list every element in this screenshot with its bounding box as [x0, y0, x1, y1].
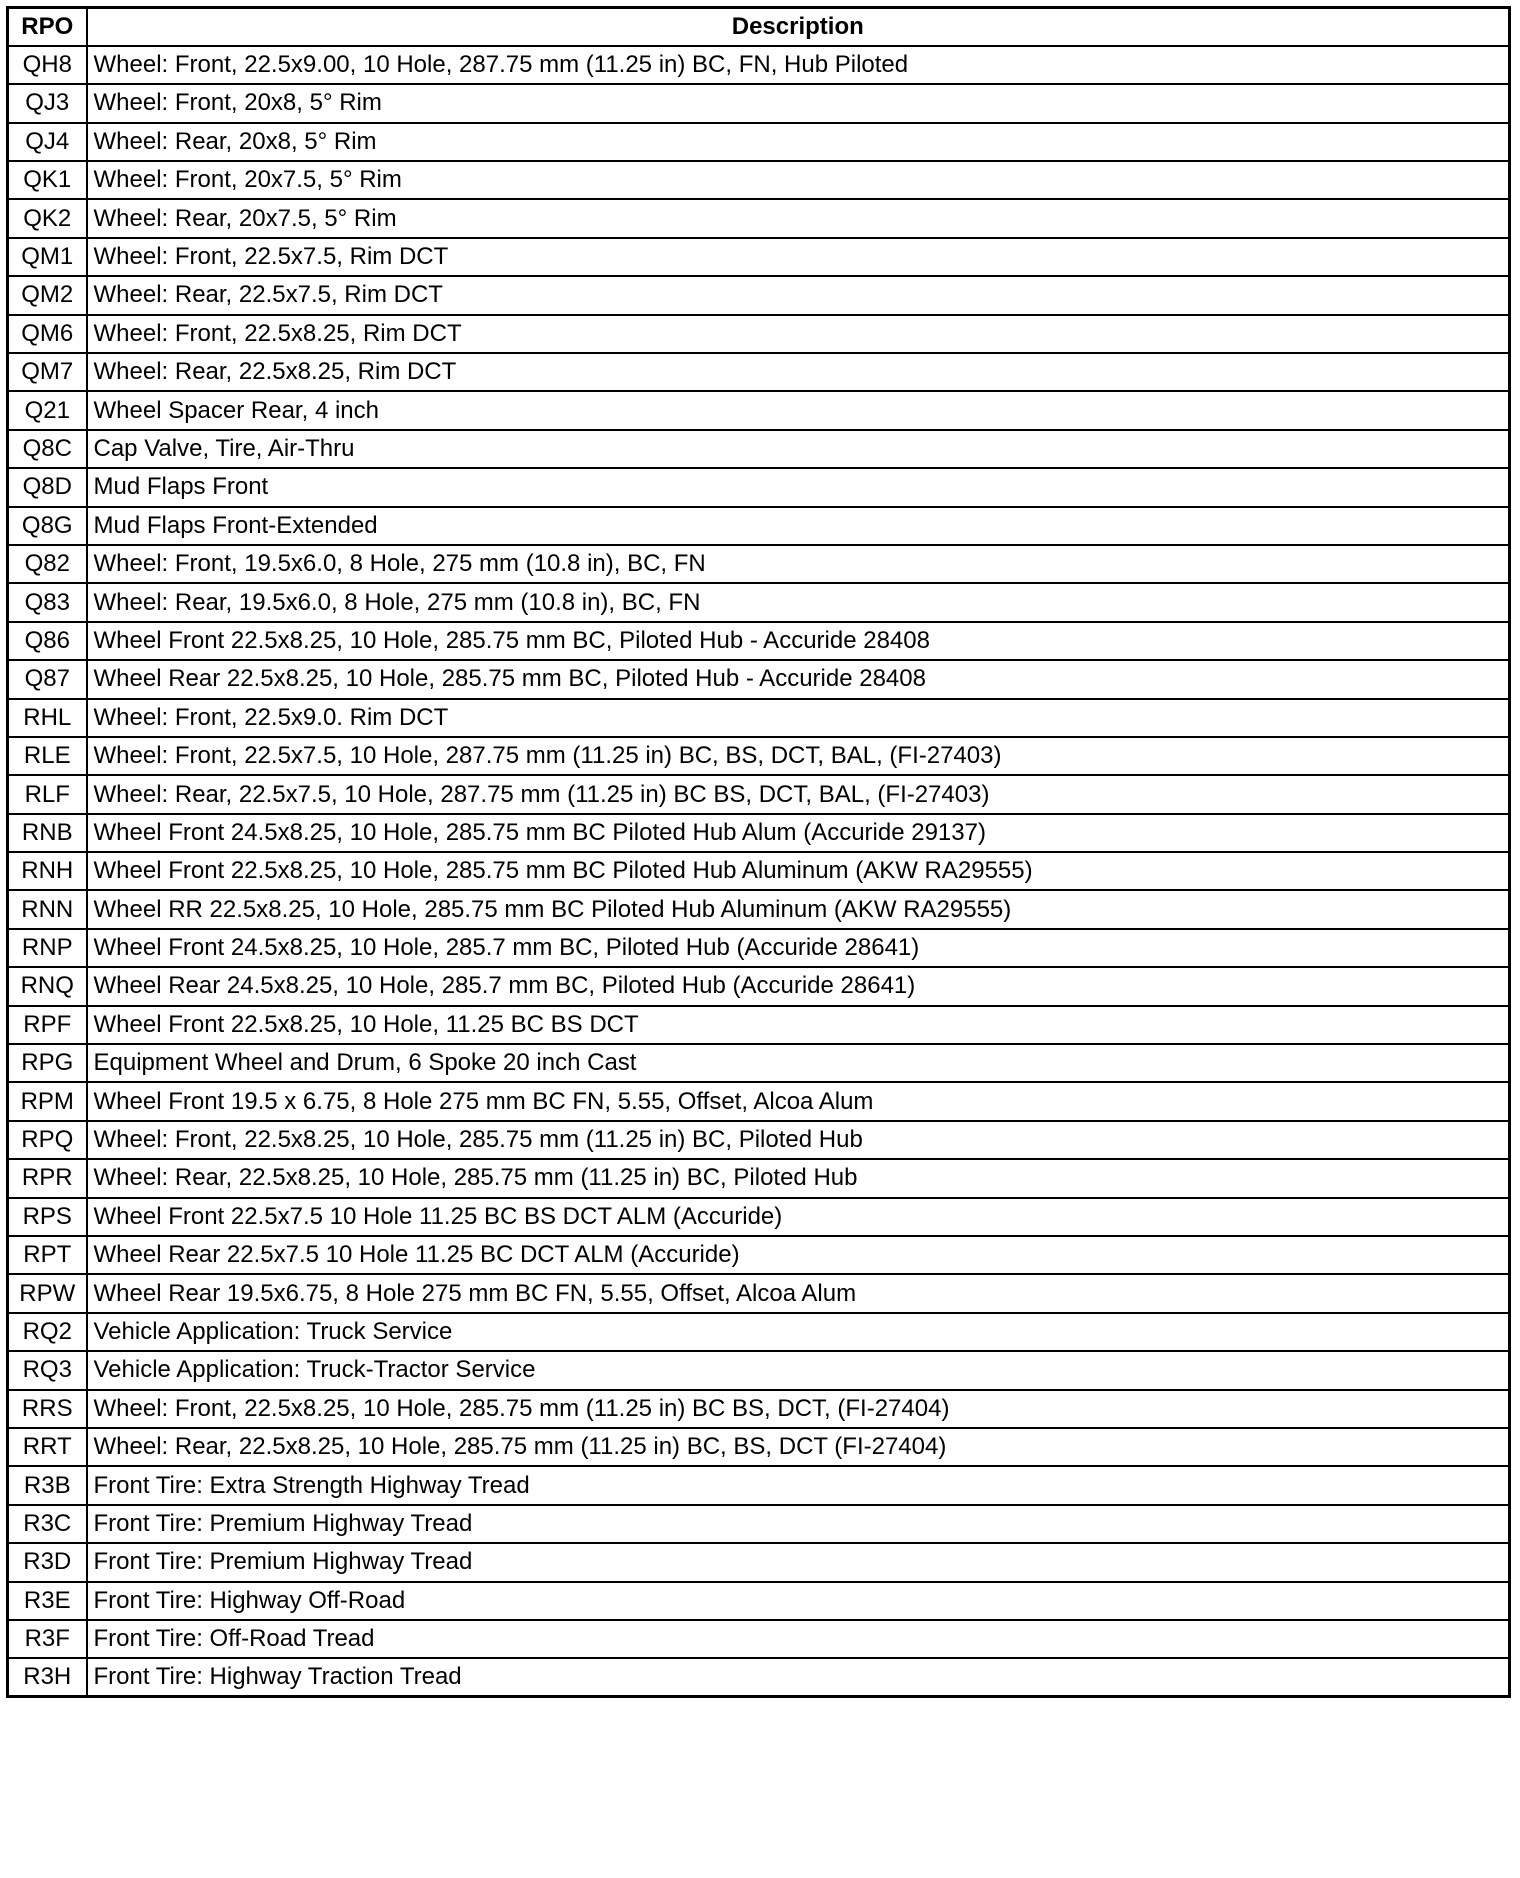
rpo-code-cell: RQ2 [8, 1313, 87, 1351]
rpo-code-cell: RNH [8, 852, 87, 890]
table-row [8, 545, 1510, 583]
table-row [8, 1044, 1510, 1082]
rpo-code-cell: RPT [8, 1236, 87, 1274]
rpo-code-cell: QH8 [8, 46, 87, 84]
description-cell: Wheel: Rear, 22.5x8.25, Rim DCT [87, 353, 1510, 391]
rpo-code-cell: Q8D [8, 468, 87, 506]
rpo-code-cell: Q8C [8, 430, 87, 468]
table-row [8, 161, 1510, 199]
rpo-code-cell: RRT [8, 1428, 87, 1466]
rpo-code-cell: QK1 [8, 161, 87, 199]
description-cell: Wheel Front 22.5x8.25, 10 Hole, 285.75 mm BC, Piloted Hub - Accuride 28408 [87, 622, 1510, 660]
description-cell: Wheel: Front, 22.5x8.25, 10 Hole, 285.75 mm (11.25 in) BC BS, DCT, (FI-27404) [87, 1390, 1510, 1428]
description-cell: Front Tire: Highway Off-Road [87, 1582, 1510, 1620]
rpo-code-cell: RPG [8, 1044, 87, 1082]
table-row [8, 1121, 1510, 1159]
description-cell: Front Tire: Extra Strength Highway Tread [87, 1466, 1510, 1504]
rpo-code-cell: Q8G [8, 507, 87, 545]
description-cell: Front Tire: Premium Highway Tread [87, 1505, 1510, 1543]
rpo-code-cell: RPM [8, 1082, 87, 1120]
description-cell: Wheel: Rear, 22.5x8.25, 10 Hole, 285.75 mm (11.25 in) BC, Piloted Hub [87, 1159, 1510, 1197]
table-row [8, 84, 1510, 122]
table-row [8, 1006, 1510, 1044]
table-row [8, 814, 1510, 852]
rpo-table [6, 6, 1511, 1698]
description-cell: Front Tire: Premium Highway Tread [87, 1543, 1510, 1581]
rpo-code-cell: QM6 [8, 315, 87, 353]
rpo-code-cell: RPR [8, 1159, 87, 1197]
rpo-code-cell: RHL [8, 699, 87, 737]
table-row [8, 890, 1510, 928]
description-cell: Wheel: Rear, 20x8, 5° Rim [87, 123, 1510, 161]
rpo-code-cell: RPW [8, 1274, 87, 1312]
table-row [8, 583, 1510, 621]
description-cell: Wheel Rear 19.5x6.75, 8 Hole 275 mm BC FN, 5.55, Offset, Alcoa Alum [87, 1274, 1510, 1312]
rpo-code-cell: RPQ [8, 1121, 87, 1159]
description-cell: Wheel Front 22.5x8.25, 10 Hole, 11.25 BC BS DCT [87, 1006, 1510, 1044]
rpo-code-cell: R3F [8, 1620, 87, 1658]
rpo-code-cell: RQ3 [8, 1351, 87, 1389]
description-cell: Wheel: Rear, 22.5x8.25, 10 Hole, 285.75 mm (11.25 in) BC, BS, DCT (FI-27404) [87, 1428, 1510, 1466]
description-cell: Wheel Front 24.5x8.25, 10 Hole, 285.7 mm BC, Piloted Hub (Accuride 28641) [87, 929, 1510, 967]
rpo-code-cell: RNP [8, 929, 87, 967]
table-row [8, 1505, 1510, 1543]
table-header [8, 8, 1510, 46]
description-cell: Wheel: Front, 22.5x9.00, 10 Hole, 287.75 mm (11.25 in) BC, FN, Hub Piloted [87, 46, 1510, 84]
table-row [8, 1428, 1510, 1466]
table-row [8, 199, 1510, 237]
table-row [8, 1582, 1510, 1620]
rpo-code-cell: RNQ [8, 967, 87, 1005]
description-cell: Wheel: Rear, 22.5x7.5, 10 Hole, 287.75 mm (11.25 in) BC BS, DCT, BAL, (FI-27403) [87, 775, 1510, 813]
rpo-code-cell: RNN [8, 890, 87, 928]
table-row [8, 775, 1510, 813]
rpo-code-cell: RPF [8, 1006, 87, 1044]
rpo-code-cell: QJ3 [8, 84, 87, 122]
table-row [8, 353, 1510, 391]
rpo-code-cell: RLF [8, 775, 87, 813]
rpo-code-cell: RPS [8, 1198, 87, 1236]
rpo-code-cell: QM1 [8, 238, 87, 276]
description-cell: Cap Valve, Tire, Air-Thru [87, 430, 1510, 468]
description-cell: Vehicle Application: Truck Service [87, 1313, 1510, 1351]
table-row [8, 737, 1510, 775]
table-row [8, 1082, 1510, 1120]
table-row [8, 1351, 1510, 1389]
description-cell: Wheel: Front, 22.5x7.5, 10 Hole, 287.75 mm (11.25 in) BC, BS, DCT, BAL, (FI-27403) [87, 737, 1510, 775]
rpo-code-cell: R3D [8, 1543, 87, 1581]
table-row [8, 1159, 1510, 1197]
table-row [8, 507, 1510, 545]
description-cell: Vehicle Application: Truck-Tractor Service [87, 1351, 1510, 1389]
table-row [8, 929, 1510, 967]
description-cell: Wheel: Front, 22.5x8.25, 10 Hole, 285.75 mm (11.25 in) BC, Piloted Hub [87, 1121, 1510, 1159]
table-row [8, 660, 1510, 698]
description-cell: Front Tire: Off-Road Tread [87, 1620, 1510, 1658]
table-row [8, 1620, 1510, 1658]
description-cell: Wheel Front 22.5x8.25, 10 Hole, 285.75 mm BC Piloted Hub Aluminum (AKW RA29555) [87, 852, 1510, 890]
description-cell: Wheel: Rear, 20x7.5, 5° Rim [87, 199, 1510, 237]
table-row [8, 1543, 1510, 1581]
description-cell: Front Tire: Highway Traction Tread [87, 1658, 1510, 1696]
header-description: Description [87, 8, 1510, 46]
table-row [8, 238, 1510, 276]
description-cell: Wheel: Front, 22.5x9.0. Rim DCT [87, 699, 1510, 737]
rpo-code-cell: QM7 [8, 353, 87, 391]
description-cell: Mud Flaps Front-Extended [87, 507, 1510, 545]
description-cell: Wheel: Rear, 19.5x6.0, 8 Hole, 275 mm (10.8 in), BC, FN [87, 583, 1510, 621]
description-cell: Wheel RR 22.5x8.25, 10 Hole, 285.75 mm BC Piloted Hub Aluminum (AKW RA29555) [87, 890, 1510, 928]
rpo-code-cell: R3B [8, 1466, 87, 1504]
table-row [8, 852, 1510, 890]
table-row [8, 430, 1510, 468]
rpo-code-cell: Q21 [8, 391, 87, 429]
table-row [8, 1236, 1510, 1274]
header-rpo: RPO [8, 8, 87, 46]
description-cell: Wheel Rear 22.5x7.5 10 Hole 11.25 BC DCT ALM (Accuride) [87, 1236, 1510, 1274]
rpo-code-cell: RRS [8, 1390, 87, 1428]
table-row [8, 1274, 1510, 1312]
description-cell: Wheel: Front, 22.5x8.25, Rim DCT [87, 315, 1510, 353]
description-cell: Wheel Spacer Rear, 4 inch [87, 391, 1510, 429]
description-cell: Wheel Front 24.5x8.25, 10 Hole, 285.75 mm BC Piloted Hub Alum (Accuride 29137) [87, 814, 1510, 852]
rpo-code-cell: Q86 [8, 622, 87, 660]
table-row [8, 1198, 1510, 1236]
description-cell: Wheel: Front, 20x7.5, 5° Rim [87, 161, 1510, 199]
rpo-code-cell: Q87 [8, 660, 87, 698]
table-row [8, 468, 1510, 506]
rpo-code-cell: RLE [8, 737, 87, 775]
table-row [8, 315, 1510, 353]
table-row [8, 1466, 1510, 1504]
table-row [8, 622, 1510, 660]
table-row [8, 1658, 1510, 1696]
table-row [8, 46, 1510, 84]
rpo-code-cell: QK2 [8, 199, 87, 237]
table-row [8, 967, 1510, 1005]
table-row [8, 391, 1510, 429]
description-cell: Mud Flaps Front [87, 468, 1510, 506]
table-row [8, 699, 1510, 737]
table-body [8, 46, 1510, 1697]
description-cell: Wheel Rear 22.5x8.25, 10 Hole, 285.75 mm BC, Piloted Hub - Accuride 28408 [87, 660, 1510, 698]
table-row [8, 123, 1510, 161]
description-cell: Wheel: Rear, 22.5x7.5, Rim DCT [87, 276, 1510, 314]
table-row [8, 1313, 1510, 1351]
rpo-code-cell: R3C [8, 1505, 87, 1543]
rpo-code-cell: Q83 [8, 583, 87, 621]
rpo-code-cell: Q82 [8, 545, 87, 583]
table-row [8, 276, 1510, 314]
description-cell: Equipment Wheel and Drum, 6 Spoke 20 inch Cast [87, 1044, 1510, 1082]
description-cell: Wheel: Front, 20x8, 5° Rim [87, 84, 1510, 122]
rpo-code-cell: QM2 [8, 276, 87, 314]
table-row [8, 1390, 1510, 1428]
description-cell: Wheel Front 22.5x7.5 10 Hole 11.25 BC BS DCT ALM (Accuride) [87, 1198, 1510, 1236]
rpo-code-cell: RNB [8, 814, 87, 852]
header-row [8, 8, 1510, 46]
description-cell: Wheel Rear 24.5x8.25, 10 Hole, 285.7 mm BC, Piloted Hub (Accuride 28641) [87, 967, 1510, 1005]
description-cell: Wheel Front 19.5 x 6.75, 8 Hole 275 mm BC FN, 5.55, Offset, Alcoa Alum [87, 1082, 1510, 1120]
description-cell: Wheel: Front, 22.5x7.5, Rim DCT [87, 238, 1510, 276]
rpo-code-cell: R3H [8, 1658, 87, 1696]
rpo-code-cell: QJ4 [8, 123, 87, 161]
rpo-code-cell: R3E [8, 1582, 87, 1620]
description-cell: Wheel: Front, 19.5x6.0, 8 Hole, 275 mm (10.8 in), BC, FN [87, 545, 1510, 583]
